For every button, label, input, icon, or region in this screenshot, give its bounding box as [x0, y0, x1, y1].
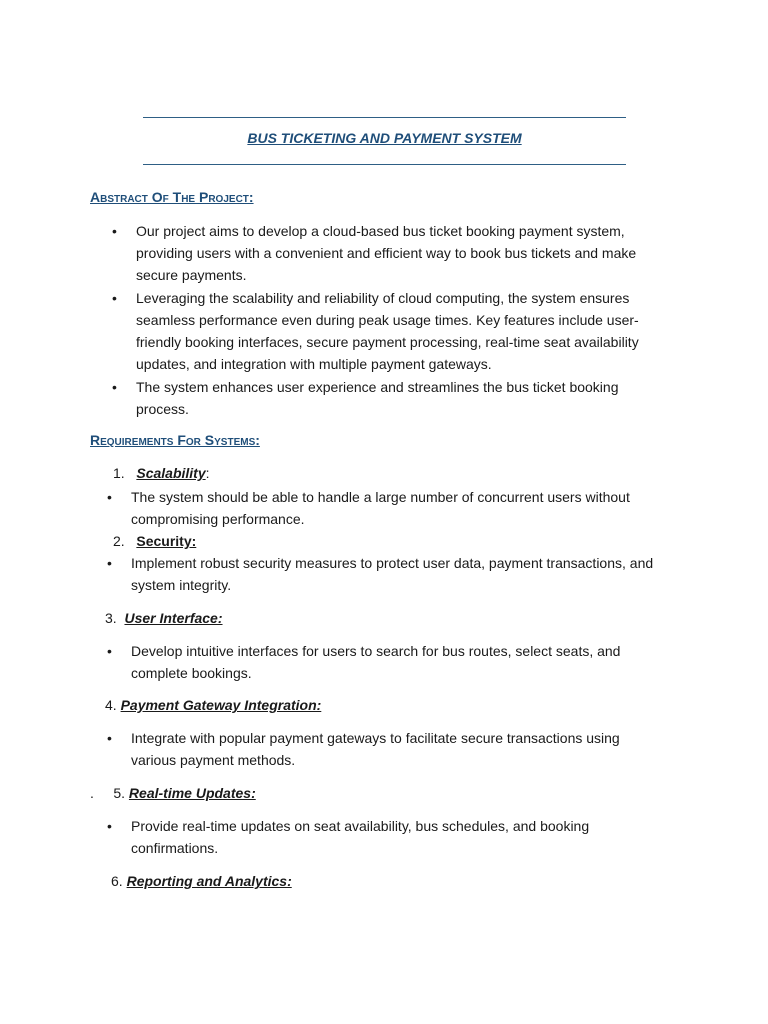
- requirement-prefix: .: [90, 785, 94, 801]
- requirement-bullet-text: Provide real-time updates on seat availability, bus schedules, and booking confirmations.: [131, 818, 590, 856]
- requirement-bullet-text: Integrate with popular payment gateways to facilitate secure transactions using various payment methods.: [131, 730, 620, 768]
- abstract-bullet-text: The system enhances user experience and streamlines the bus ticket booking process.: [136, 379, 619, 417]
- requirement-suffix: :: [205, 465, 210, 481]
- bullet-dot-icon: •: [107, 555, 112, 571]
- requirement-item-real-time-updates: [90, 782, 256, 804]
- title-rule-bottom: [143, 164, 626, 165]
- requirement-number: 6.: [111, 873, 123, 889]
- requirement-bullet: [107, 640, 667, 684]
- document-title: BUS TICKETING AND PAYMENT SYSTEM: [247, 130, 522, 146]
- requirement-number: 3.: [105, 610, 117, 626]
- abstract-heading: Abstract Of The Project:: [90, 189, 254, 205]
- bullet-dot-icon: •: [112, 223, 117, 239]
- requirement-bullet: [107, 815, 667, 859]
- requirement-bullet: [107, 727, 667, 771]
- bullet-dot-icon: •: [107, 643, 112, 659]
- abstract-bullet: [112, 376, 672, 420]
- requirement-item-user-interface: [105, 607, 223, 629]
- requirement-number: 2.: [113, 533, 125, 549]
- abstract-bullet-text: Leveraging the scalability and reliability of cloud computing, the system ensures seamless performance even during peak usage times. Key features include user-friendly booking interfaces, secure payment processing, real-time seat availability updates, and integration with multiple payment gateways.: [136, 290, 639, 372]
- requirement-item-scalability: [113, 462, 210, 484]
- bullet-dot-icon: •: [107, 818, 112, 834]
- requirement-label: Payment Gateway Integration:: [120, 697, 322, 713]
- requirement-bullet-text: Implement robust security measures to protect user data, payment transactions, and system integrity.: [131, 555, 654, 593]
- requirement-bullet-text: Develop intuitive interfaces for users to search for bus routes, select seats, and complete bookings.: [131, 643, 621, 681]
- requirement-bullet: [107, 552, 667, 596]
- requirement-item-reporting-analytics: [111, 870, 292, 892]
- requirement-label: Reporting and Analytics:: [126, 873, 292, 889]
- requirement-item-payment-gateway: [105, 694, 321, 716]
- requirement-label: Scalability: [136, 465, 206, 481]
- abstract-bullet-text: Our project aims to develop a cloud-based bus ticket booking payment system, providing users with a convenient and efficient way to book bus tickets and make secure payments.: [136, 223, 637, 283]
- abstract-bullet: [112, 220, 672, 286]
- requirement-number: 5.: [113, 785, 126, 801]
- bullet-dot-icon: •: [112, 379, 117, 395]
- bullet-dot-icon: •: [107, 489, 112, 505]
- requirement-number: 1.: [113, 465, 125, 481]
- requirements-heading: Requirements For Systems:: [90, 432, 260, 448]
- bullet-dot-icon: •: [112, 290, 117, 306]
- requirement-label: Security:: [136, 533, 197, 549]
- requirement-item-security: [113, 530, 196, 552]
- bullet-dot-icon: •: [107, 730, 112, 746]
- requirement-label: User Interface:: [124, 610, 223, 626]
- requirement-bullet: [107, 486, 667, 530]
- title-rule-top: [143, 117, 626, 118]
- requirement-bullet-text: The system should be able to handle a large number of concurrent users without compromising performance.: [131, 489, 630, 527]
- requirement-number: 4.: [105, 697, 117, 713]
- abstract-bullet: [112, 287, 672, 375]
- requirement-label: Real-time Updates:: [128, 785, 256, 801]
